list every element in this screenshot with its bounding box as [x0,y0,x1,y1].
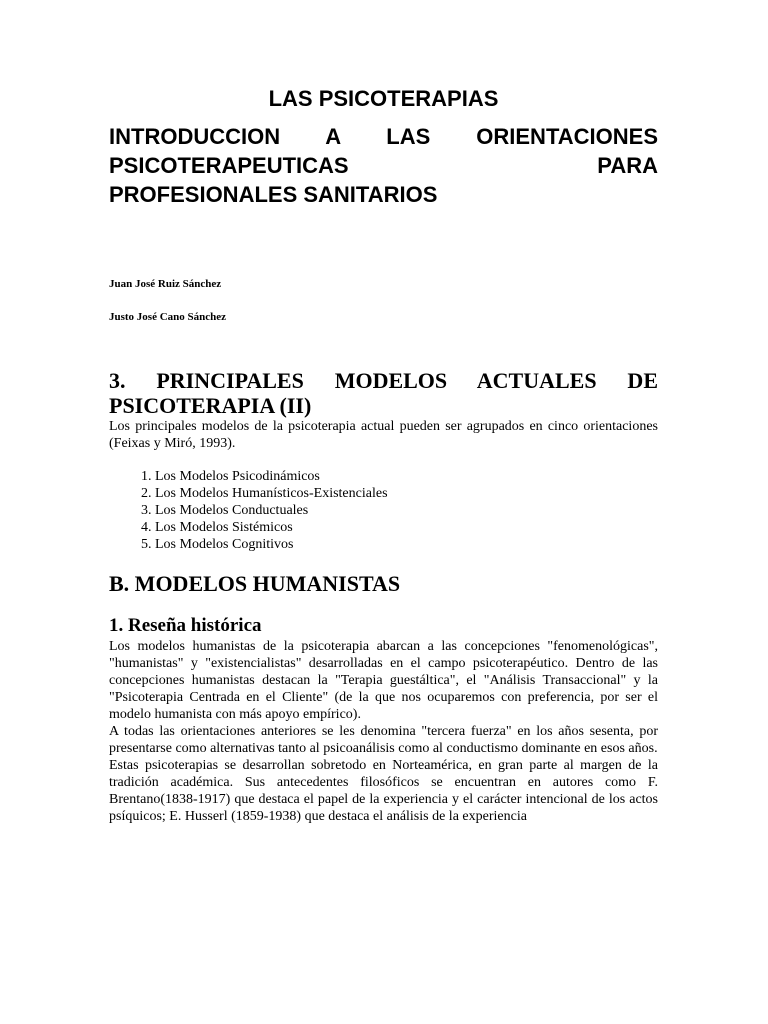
authors-block [109,277,658,324]
list-item: 4. Los Modelos Sistémicos [155,519,658,536]
body-paragraph: A todas las orientaciones anteriores se les denomina "tercera fuerza" en los años sesenta, por presentarse como alternativas tanto al psicoanálisis como al conductismo dominante en esos años. [109,724,658,756]
document-title: LAS PSICOTERAPIAS [268,86,499,111]
section-heading-line: 3. PRINCIPALES MODELOS ACTUALES DE [109,368,658,393]
list-item: 3. Los Modelos Conductuales [155,502,658,519]
document-page [109,84,658,825]
author-name: Justo José Cano Sánchez [109,311,227,323]
list-item: 5. Los Modelos Cognitivos [155,536,658,553]
subtitle-line: PSICOTERAPEUTICAS PARA [109,153,658,178]
body-paragraph: Los modelos humanistas de la psicoterapia abarcan a las concepciones "fenomenológicas", "humanistas" y "existencialistas" desarrolladas en el campo psicoterapéutico. Dentro de las concepciones humanistas destacan la "Terapia guestáltica", el "Análisis Transaccional" y la "Psicoterapia Centrada en el Cliente" (de la que nos ocuparemos con preferencia, por ser el modelo humanista con más apoyo empírico). [109,639,658,722]
subsection-heading: B. MODELOS HUMANISTAS [109,571,401,596]
section-heading-line: PSICOTERAPIA (II) [109,393,312,418]
models-list [109,468,658,553]
author-name: Juan José Ruiz Sánchez [109,278,222,290]
section-heading [109,368,658,418]
body-paragraph: Estas psicoterapias se desarrollan sobretodo en Norteamérica, en gran parte al margen de la tradición académica. Sus antecedentes filosóficos se encuentran en autores como F. Brentano(1838-1917) que destaca el papel de la experiencia y el carácter intencional de los actos psíquicos; E. Husserl (1859-1938) que destaca el análisis de la experiencia [109,758,658,824]
intro-paragraph: Los principales modelos de la psicoterapia actual pueden ser agrupados en cinco orientaciones (Feixas y Miró, 1993). [109,419,658,451]
list-item: 1. Los Modelos Psicodinámicos [155,468,658,485]
subsubsection-heading: 1. Reseña histórica [109,615,262,636]
document-subtitle [109,122,658,209]
subtitle-line: PROFESIONALES SANITARIOS [109,182,438,207]
list-item: 2. Los Modelos Humanísticos-Existenciales [155,485,658,502]
subtitle-line: INTRODUCCION A LAS ORIENTACIONES [109,124,658,149]
